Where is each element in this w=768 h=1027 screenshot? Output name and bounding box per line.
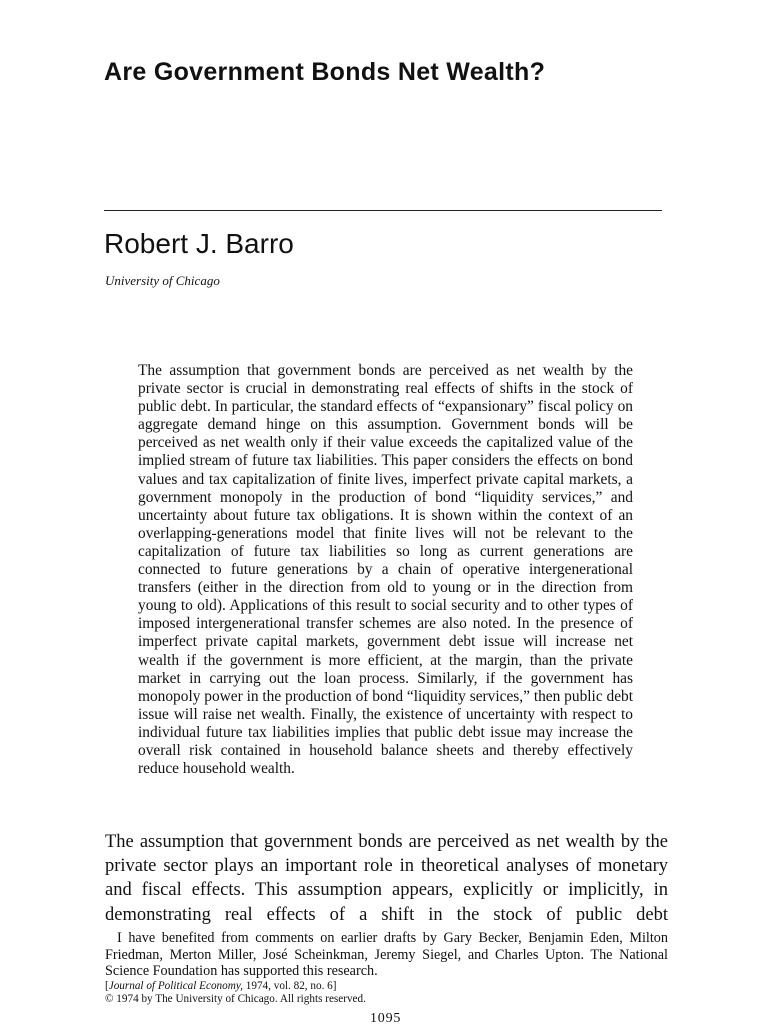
citation-details: 1974, vol. 82, no. 6] (242, 979, 337, 992)
page-number: 1095 (370, 1011, 402, 1026)
footnote-copyright: © 1974 by The University of Chicago. All rights reserved. (105, 992, 366, 1005)
title-divider (104, 210, 662, 211)
article-title: Are Government Bonds Net Wealth? (104, 58, 546, 86)
citation-journal: Journal of Political Economy, (108, 979, 243, 992)
body-paragraph: The assumption that government bonds are perceived as net wealth by the private sector plays an important role in theoretical analyses of monetary and fiscal effects. This assumption appears, explicitly or implicitly, in demonstrating real effects of a shift in the stock of public debt (105, 832, 668, 925)
citation-open-bracket: [ (105, 979, 109, 992)
footnote-citation (105, 980, 668, 993)
footnote-acknowledgment: I have benefited from comments on earlier drafts by Gary Becker, Benjamin Eden, Milton Friedman, Merton Miller, José Scheinkman, Jeremy Siegel, and Charles Upton. The National Science Foundation has supported this research. (105, 930, 668, 979)
footnote (105, 930, 668, 1006)
author-name: Robert J. Barro (104, 228, 294, 259)
abstract: The assumption that government bonds are perceived as net wealth by the private sector is crucial in demonstrating real effects of shifts in the stock of public debt. In particular, the standard effects of “expansionary” fiscal policy on aggregate demand hinge on this assumption. Government bonds will be perceived as net wealth only if their value exceeds the capitalized value of the implied stream of future tax liabilities. This paper considers the effects on bond values and tax capitalization of finite lives, imperfect private capital markets, a government monopoly in the production of bond “liquidity services,” and uncertainty about future tax obligations. It is shown within the context of an overlapping-generations model that finite lives will not be relevant to the capitalization of future tax liabilities so long as current generations are connected to future generations by a chain of operative intergenerational transfers (either in the direction from old to young or in the direction from young to old). Applications of this result to social security and to other types of imposed intergenerational transfer schemes are also noted. In the presence of imperfect private capital markets, government debt issue will increase net wealth if the government is more efficient, at the margin, than the private market in carrying out the loan process. Similarly, if the government has monopoly power in the production of bond “liquidity services,” then public debt issue will raise net wealth. Finally, the existence of uncertainty with respect to individual future tax liabilities implies that public debt issue may increase the overall risk contained in household balance sheets and thereby effectively reduce household wealth. (138, 362, 633, 778)
author-affiliation: University of Chicago (105, 273, 220, 288)
